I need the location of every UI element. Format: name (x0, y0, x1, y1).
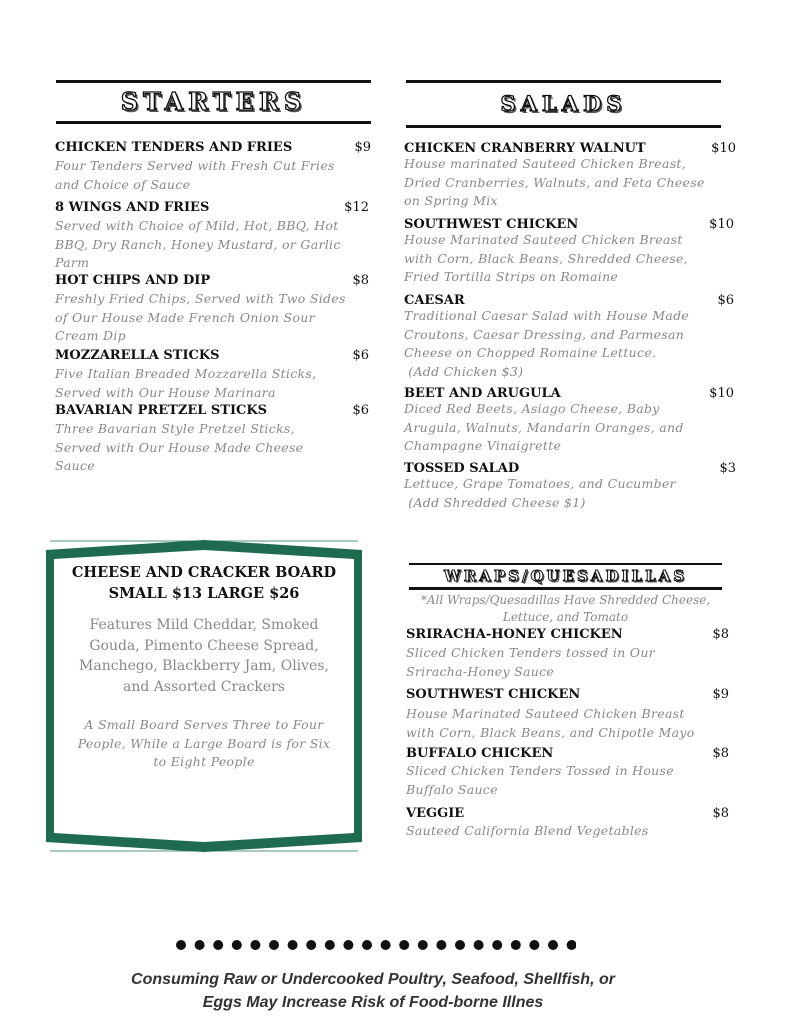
list-item (404, 141, 736, 211)
divider-dot (548, 940, 558, 950)
item-name: BUFFALO CHICKEN (406, 746, 554, 761)
divider-dot (232, 940, 242, 950)
divider-dot (325, 940, 335, 950)
item-price: $8 (352, 273, 369, 288)
salads-header (406, 80, 721, 128)
item-price: $8 (712, 627, 729, 642)
item-price: $6 (352, 348, 369, 363)
item-description: Four Tenders Served with Fresh Cut Fries and Choice of Sauce (55, 158, 335, 192)
starters-section (56, 80, 371, 124)
divider-dot (474, 940, 484, 950)
divider-dot (213, 940, 223, 950)
item-description: Five Italian Breaded Mozzarella Sticks, Served with Our House Marinara (55, 366, 317, 400)
item-price: $6 (717, 293, 734, 308)
item-description: House marinated Sauteed Chicken Breast, Dried Cranberries, Walnuts, and Feta Cheese on Spring Mix (404, 156, 705, 208)
salads-section (406, 80, 721, 128)
item-price: $12 (344, 200, 369, 215)
wraps-title: WRAPS/QUESADILLAS (443, 567, 688, 585)
divider-dot (492, 940, 502, 950)
divider-dot (288, 940, 298, 950)
item-description: Diced Red Beets, Asiago Cheese, Baby Arugula, Walnuts, Mandarin Oranges, and Champagne Vinaigrette (404, 401, 684, 453)
salads-items (404, 141, 736, 521)
item-name: MOZZARELLA STICKS (55, 348, 220, 363)
item-description: Sliced Chicken Tenders tossed in Our Sriracha-Honey Sauce (406, 645, 655, 679)
item-name: BAVARIAN PRETZEL STICKS (55, 403, 268, 418)
wraps-header (409, 563, 722, 590)
item-name: CHICKEN CRANBERRY WALNUT (404, 141, 646, 156)
divider-dot (455, 940, 465, 950)
item-price: $10 (711, 141, 736, 156)
divider-dot (399, 940, 409, 950)
item-price: $10 (709, 217, 734, 232)
dot-divider (176, 938, 576, 952)
item-price: $6 (352, 403, 369, 418)
item-name: SOUTHWEST CHICKEN (404, 217, 579, 232)
list-item (406, 627, 729, 681)
divider-dot (250, 940, 260, 950)
board-description: Features Mild Cheddar, Smoked Gouda, Pimento Cheese Spread, Manchego, Blackberry Jam, Olives, and Assorted Crackers (79, 617, 329, 695)
starters-title: STARTERS (120, 87, 307, 116)
divider-dot (176, 940, 186, 950)
item-price: $9 (712, 687, 729, 702)
item-name: HOT CHIPS AND DIP (55, 273, 211, 288)
divider-dot (362, 940, 372, 950)
list-item (404, 386, 736, 456)
list-item (55, 200, 371, 273)
item-description: Served with Choice of Mild, Hot, BBQ, Hot BBQ, Dry Ranch, Honey Mustard, or Garlic Parm (55, 218, 341, 270)
divider-dot (381, 940, 391, 950)
cheese-board-box (46, 540, 362, 852)
item-name: SOUTHWEST CHICKEN (406, 687, 581, 702)
list-item (406, 806, 729, 841)
list-item (55, 140, 371, 194)
list-item (404, 293, 736, 381)
divider-dot (195, 940, 205, 950)
item-description: House Marinated Sauteed Chicken Breast with Corn, Black Beans, and Chipotle Mayo (406, 706, 695, 740)
board-note: A Small Board Serves Three to Four People, While a Large Board is for Six to Eight People (77, 717, 331, 769)
item-description: Sliced Chicken Tenders Tossed in House Buffalo Sauce (406, 763, 674, 797)
item-description: House Marinated Sauteed Chicken Breast with Corn, Black Beans, Shredded Cheese, Fried Tortilla Strips on Romaine (404, 232, 688, 284)
item-description: Lettuce, Grape Tomatoes, and Cucumber (Add Shredded Cheese $1) (404, 476, 676, 510)
item-name: CHICKEN TENDERS AND FRIES (55, 140, 293, 155)
item-price: $10 (709, 386, 734, 401)
wraps-section (409, 563, 722, 626)
divider-dot (511, 940, 521, 950)
divider-dot (529, 940, 539, 950)
item-price: $8 (712, 806, 729, 821)
item-description: Traditional Caesar Salad with House Made Croutons, Caesar Dressing, and Parmesan Cheese on Chopped Romaine Lettuce. (Add Chicken $3) (404, 308, 690, 379)
list-item (55, 403, 371, 476)
salads-title: SALADS (500, 91, 627, 116)
list-item (406, 687, 729, 742)
item-price: $9 (354, 140, 371, 155)
item-price: $8 (712, 746, 729, 761)
divider-dot (269, 940, 279, 950)
item-description: Three Bavarian Style Pretzel Sticks, Served with Our House Made Cheese Sauce (55, 421, 304, 473)
divider-dot (567, 940, 576, 950)
list-item (406, 746, 729, 799)
item-name: BEET AND ARUGULA (404, 386, 561, 401)
divider-dot (306, 940, 316, 950)
starters-items (55, 140, 371, 480)
divider-dot (436, 940, 446, 950)
list-item (404, 461, 736, 512)
divider-dot (418, 940, 428, 950)
divider-dot (343, 940, 353, 950)
wraps-items (406, 627, 729, 847)
item-name: VEGGIE (406, 806, 465, 821)
board-title: CHEESE AND CRACKER BOARD SMALL $13 LARGE $26 (71, 564, 337, 602)
item-description: Sauteed California Blend Vegetables (406, 823, 649, 838)
item-description: Freshly Fried Chips, Served with Two Sides of Our House Made French Onion Sour Cream Dip (55, 291, 346, 343)
starters-header (56, 80, 371, 124)
health-warning: Consuming Raw or Undercooked Poultry, Seafood, Shellfish, or Eggs May Increase Risk of Food-borne Illnes (131, 971, 615, 1011)
list-item (404, 217, 736, 287)
item-price: $3 (719, 461, 736, 476)
item-name: 8 WINGS AND FRIES (55, 200, 210, 215)
list-item (55, 348, 371, 402)
list-item (55, 273, 371, 346)
item-name: CAESAR (404, 293, 465, 308)
item-name: TOSSED SALAD (404, 461, 520, 476)
wraps-note: *All Wraps/Quesadillas Have Shredded Cheese, Lettuce, and Tomato (420, 593, 711, 624)
item-name: SRIRACHA-HONEY CHICKEN (406, 627, 623, 642)
